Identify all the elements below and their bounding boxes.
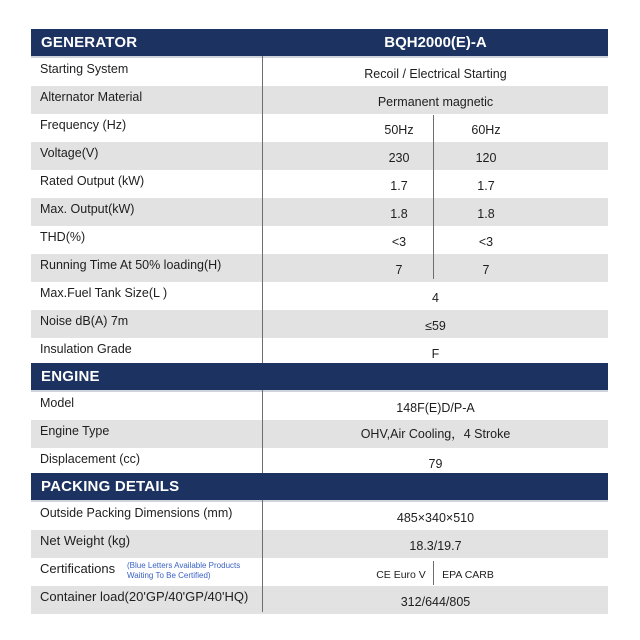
spec-value-50hz: 7 xyxy=(395,263,403,277)
certification-note xyxy=(127,561,240,581)
spec-row xyxy=(31,310,608,338)
spec-value: 79 xyxy=(428,457,443,471)
spec-value: OHV,Air Cooling，4 Stroke xyxy=(360,427,511,441)
spec-row xyxy=(31,226,608,254)
certification-ce: CE Euro V xyxy=(376,569,426,581)
spec-row xyxy=(31,586,608,614)
spec-value-50hz: 230 xyxy=(388,151,410,165)
spec-row xyxy=(31,114,608,142)
spec-row xyxy=(31,420,608,448)
spec-value: ≤59 xyxy=(425,319,446,333)
section-title: ENGINE xyxy=(41,368,100,385)
spec-row xyxy=(31,254,608,282)
spec-value: 18.3/19.7 xyxy=(409,539,462,553)
spec-value: 4 xyxy=(432,291,439,305)
spec-value-60hz: 60Hz xyxy=(471,123,501,137)
spec-value: F xyxy=(431,347,440,361)
section-title: PACKING DETAILS xyxy=(41,478,180,495)
spec-value-60hz: 1.8 xyxy=(477,207,495,221)
certification-note-text: (Blue Letters Available Products Waiting To Be Certified) xyxy=(127,561,241,580)
spec-label: Engine Type xyxy=(40,424,110,438)
spec-value-50hz: <3 xyxy=(391,235,407,249)
section-title: GENERATOR xyxy=(41,34,138,51)
spec-value: Permanent magnetic xyxy=(377,95,494,109)
spec-row xyxy=(31,530,608,558)
section-header-engine xyxy=(31,363,608,390)
spec-row xyxy=(31,448,608,476)
spec-label: Alternator Material xyxy=(40,90,143,104)
spec-row xyxy=(31,198,608,226)
section-header-packing xyxy=(31,473,608,500)
spec-row xyxy=(31,142,608,170)
spec-label: Frequency (Hz) xyxy=(40,118,127,132)
spec-value: Recoil / Electrical Starting xyxy=(364,67,507,81)
spec-value-60hz: 7 xyxy=(482,263,490,277)
spec-value-50hz: 1.8 xyxy=(390,207,408,221)
spec-value-50hz: 1.7 xyxy=(390,179,408,193)
spec-label: Running Time At 50% loading(H) xyxy=(40,258,222,272)
spec-label: THD(%) xyxy=(40,230,86,244)
spec-label: Max.Fuel Tank Size(L ) xyxy=(40,286,168,300)
spec-value-60hz: 120 xyxy=(475,151,497,165)
spec-row xyxy=(31,502,608,530)
column-divider xyxy=(262,500,263,612)
spec-row xyxy=(31,338,608,366)
spec-value: 148F(E)D/P-A xyxy=(396,401,475,415)
spec-row xyxy=(31,86,608,114)
spec-row xyxy=(31,170,608,198)
model-number: BQH2000(E)-A xyxy=(384,34,487,51)
spec-row xyxy=(31,58,608,86)
spec-value-60hz: <3 xyxy=(478,235,494,249)
spec-row xyxy=(31,392,608,420)
spec-value-50hz: 50Hz xyxy=(384,123,414,137)
spec-label: Net Weight (kg) xyxy=(40,533,131,548)
section-header-generator xyxy=(31,29,608,56)
spec-value: 312/644/805 xyxy=(400,595,471,609)
column-divider xyxy=(262,56,263,363)
spec-label: Insulation Grade xyxy=(40,342,132,356)
spec-label: Displacement (cc) xyxy=(40,452,141,466)
spec-label: Voltage(V) xyxy=(40,146,99,160)
column-divider xyxy=(262,390,263,473)
spec-label: Outside Packing Dimensions (mm) xyxy=(40,506,233,520)
spec-row xyxy=(31,558,608,586)
spec-label: Max. Output(kW) xyxy=(40,202,135,216)
certification-divider xyxy=(433,561,434,585)
spec-label: Container load(20'GP/40'GP/40'HQ) xyxy=(40,589,249,604)
frequency-divider xyxy=(433,115,434,279)
spec-label: Rated Output (kW) xyxy=(40,174,145,188)
spec-value: 485×340×510 xyxy=(396,511,475,525)
spec-row xyxy=(31,282,608,310)
spec-label: Noise dB(A) 7m xyxy=(40,314,129,328)
certification-epa-carb: EPA CARB xyxy=(442,569,494,581)
spec-value-60hz: 1.7 xyxy=(477,179,495,193)
spec-label: Certifications xyxy=(40,561,116,576)
spec-label: Starting System xyxy=(40,62,129,76)
spec-label: Model xyxy=(40,396,75,410)
